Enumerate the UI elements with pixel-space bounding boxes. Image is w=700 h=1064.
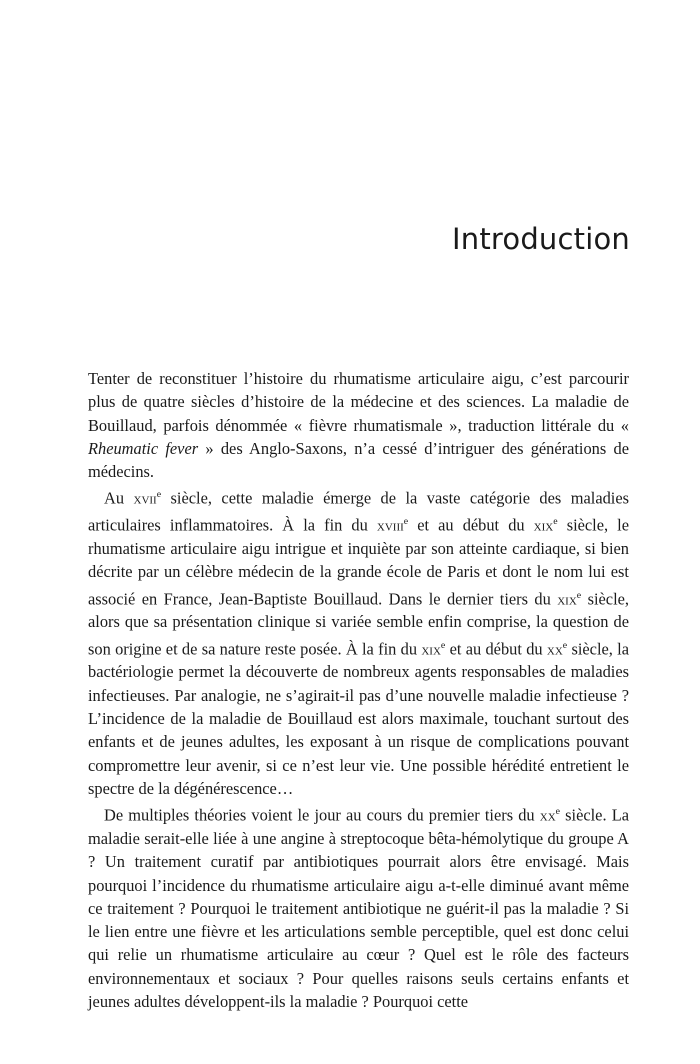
paragraph: De multiples théories voient le jour au cours du premier tiers du $xx^e$ siècle. La maladie serait-elle liée à une angine à streptocoque bêta-hémolytique du groupe A ? Un traitement curatif par antibiotiques pourrait alors être envisagé. Mais pourquoi l’incidence du rhumatisme articulaire aigu a-t-elle diminué avant même ce traitement ? Pourquoi le traitement antibiotique ne guérit-il pas la maladie ? Si le lien entre une fièvre et les articulations semble perceptible, quel est donc celui qui relie un rhumatisme articulaire au cœur ? Quel est le rôle des facteurs environnementaux et sociaux ? Pour quelles raisons seuls certains enfants et jeunes adultes développent-ils la maladie ? Pourquoi cette xyxy=(88,805,629,1012)
chapter-title: Introduction xyxy=(451,222,630,256)
paragraph: Tenter de reconstituer l’histoire du rhumatisme articulaire aigu, c’est parcourir plus de quatre siècles d’histoire de la médecine et des sciences. La maladie de Bouillaud, parfois dénommée « fièvre rhumatismale », traduction littérale du « Rheumatic fever » des Anglo-Saxons, n’a cessé d’intriguer des générations de médecins. xyxy=(88,369,629,482)
body-text xyxy=(88,367,629,1013)
paragraph: Au xvii$^e$ siècle, cette maladie émerge de la vaste catégorie des maladies articulaires inflammatoires. À la fin du xviii$^e$ et au début du xix$^e$ siècle, le rhumatisme articulaire aigu intrigue et inquiète par son atteinte cardiaque, si bien décrite par un célèbre médecin de la grande école de Paris et dont le nom lui est associé en France, Jean-Baptiste Bouillaud. Dans le dernier tiers du xix$^e$ siècle, alors que sa présentation clinique si variée semble enfin comprise, la question de son origine et de sa nature reste posée. À la fin du xix$^e$ et au début du $xx^e$ siècle, la bactériologie permet la découverte de nombreux agents responsables de maladies infectieuses. Par analogie, ne s’agirait-il pas d’une nouvelle maladie infectieuse ? L’incidence de la maladie de Bouillaud est alors maximale, touchant surtout des enfants et de jeunes adultes, les exposant à un risque de complications pouvant compromettre leur avenir, si ce n’est leur vie. Une possible hérédité entretient le spectre de la dégénérescence… xyxy=(88,488,630,798)
